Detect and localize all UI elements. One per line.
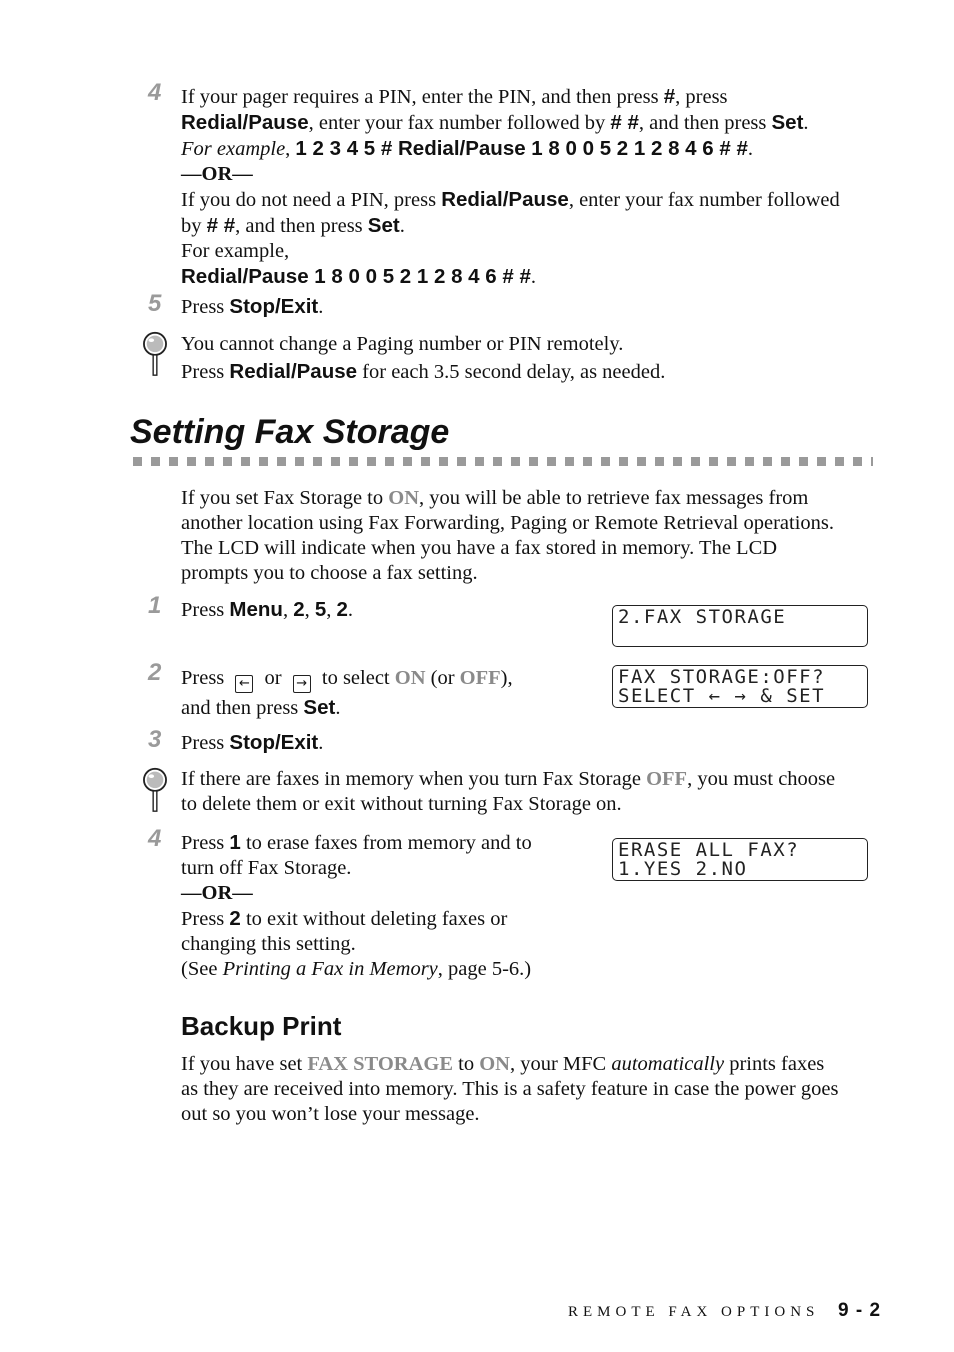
key-label: 1 — [229, 831, 241, 854]
text: , press — [675, 86, 728, 108]
text: For example, — [181, 240, 290, 262]
text: (See — [181, 958, 223, 980]
text: another location using Fax Forwarding, Paging or Remote Retrieval operations. — [181, 512, 835, 534]
text: to — [453, 1053, 480, 1075]
step-4-paging-text — [181, 84, 881, 290]
step-number: 1 — [148, 592, 162, 619]
key-label: Stop/Exit — [229, 731, 319, 754]
left-arrow-key-icon: ← — [235, 675, 253, 693]
or-separator: —OR— — [181, 163, 253, 185]
text: or — [264, 667, 282, 689]
subsection-title: Backup Print — [181, 1011, 342, 1041]
text: out so you won’t lose your message. — [181, 1103, 480, 1125]
text: . — [803, 112, 809, 134]
text: (or — [425, 667, 460, 689]
key-label: 2 — [229, 907, 241, 930]
setting-value: OFF — [646, 768, 688, 790]
text: For example — [181, 138, 286, 160]
text: to erase faxes from memory and to — [240, 832, 532, 854]
text: If you set Fax Storage to — [181, 487, 389, 509]
lcd-display — [612, 605, 868, 647]
footer-chapter-title: REMOTE FAX OPTIONS — [568, 1304, 820, 1320]
step-1-text — [181, 597, 581, 623]
key-label: Set — [367, 214, 400, 237]
key-label: 2 — [293, 598, 305, 621]
key-label: # # — [610, 111, 639, 134]
text: If you have set — [181, 1053, 308, 1075]
lcd-line: 1.YES 2.NO — [618, 858, 748, 880]
text: Press — [181, 832, 230, 854]
text: Press — [181, 599, 230, 621]
text: , and then press — [638, 112, 772, 134]
text: , you will be able to retrieve fax messages from — [419, 487, 809, 509]
lcd-line: 2.FAX STORAGE — [618, 606, 787, 628]
right-arrow-key-icon: → — [293, 675, 311, 693]
note-fax-storage-text — [181, 767, 881, 817]
title-divider — [133, 457, 873, 466]
lcd-display — [612, 665, 868, 708]
step-3-text — [181, 730, 881, 756]
key-label: Redial/Pause — [181, 111, 309, 134]
text: . — [530, 266, 536, 288]
or-separator: —OR— — [181, 882, 253, 904]
text: to select — [321, 667, 395, 689]
text: changing this setting. — [181, 933, 356, 955]
key-sequence: Redial/Pause 1 8 0 0 5 2 1 2 8 4 6 # # — [181, 265, 531, 288]
text: . — [399, 215, 405, 237]
key-label: Redial/Pause — [441, 188, 569, 211]
text: You cannot change a Paging number or PIN remotely. — [181, 333, 624, 355]
text: . — [318, 732, 324, 754]
text: , you must choose — [687, 768, 836, 790]
text: Press — [181, 361, 230, 383]
lcd-line: FAX STORAGE:OFF? — [618, 666, 826, 688]
text: Press — [181, 732, 230, 754]
setting-value: ON — [388, 487, 419, 509]
text: Press — [181, 667, 225, 689]
key-label: Set — [771, 111, 804, 134]
key-label: # — [663, 85, 676, 108]
page-number: 9 - 2 — [838, 1300, 882, 1321]
key-label: 2 — [336, 598, 348, 621]
setting-value: OFF — [459, 667, 501, 689]
text: and then press — [181, 697, 304, 719]
text: to delete them or exit without turning Fax Storage on. — [181, 793, 622, 815]
step-number: 4 — [148, 79, 162, 106]
lcd-display — [612, 838, 868, 881]
text: , enter your fax number followed — [568, 189, 840, 211]
cross-reference: Printing a Fax in Memory — [222, 958, 438, 980]
step-5-text — [181, 294, 881, 320]
text: as they are received into memory. This is a safety feature in case the power goes — [181, 1078, 839, 1100]
key-label: Menu — [229, 598, 283, 621]
text: prompts you to choose a fax setting. — [181, 562, 478, 584]
key-label: Stop/Exit — [229, 295, 319, 318]
text: prints faxes — [724, 1053, 825, 1075]
key-label: Set — [303, 696, 336, 719]
magnifier-note-icon — [140, 331, 170, 377]
text: to exit without deleting faxes or — [240, 908, 508, 930]
magnifier-note-icon — [140, 767, 170, 813]
section-title: Setting Fax Storage — [130, 413, 450, 451]
text: for each 3.5 second delay, as needed. — [357, 361, 666, 383]
text: If your pager requires a PIN, enter the PIN, and then press — [181, 86, 664, 108]
text: . — [335, 697, 341, 719]
step-4-erase-text — [181, 830, 601, 982]
note-paging-text — [181, 331, 881, 386]
step-number: 5 — [148, 290, 162, 317]
key-label: # # — [206, 214, 236, 237]
text: , — [326, 599, 337, 621]
text: If there are faxes in memory when you turn Fax Storage — [181, 768, 647, 790]
setting-value: ON — [479, 1053, 510, 1075]
text: , — [282, 599, 294, 621]
key-label: 5 — [314, 598, 327, 621]
setting-value: ON — [394, 667, 426, 689]
text: The LCD will indicate when you have a fax stored in memory. The LCD — [181, 537, 778, 559]
text: . — [347, 599, 354, 621]
step-number: 2 — [148, 659, 162, 686]
text: ), — [500, 667, 513, 689]
lcd-line: SELECT ← → & SET — [618, 685, 826, 707]
text: , page 5-6.) — [437, 958, 532, 980]
step-number: 4 — [148, 825, 162, 852]
text: , your MFC — [509, 1053, 612, 1075]
step-2-text — [181, 663, 601, 723]
setting-value: FAX STORAGE — [307, 1053, 453, 1075]
backup-print-text — [181, 1052, 881, 1127]
lcd-line: ERASE ALL FAX? — [618, 839, 800, 861]
text: automatically — [611, 1053, 725, 1075]
text: Press — [181, 296, 230, 318]
text: , — [304, 599, 315, 621]
text: , — [285, 138, 296, 160]
text: If you do not need a PIN, press — [181, 189, 442, 211]
key-sequence: 1 2 3 4 5 # Redial/Pause 1 8 0 0 5 2 1 2 8 4 6 # # — [295, 137, 748, 160]
text: turn off Fax Storage. — [181, 857, 352, 879]
section-intro — [181, 486, 881, 586]
text: . — [318, 296, 324, 318]
text: , and then press — [235, 215, 368, 237]
text: . — [747, 138, 753, 160]
text: by — [181, 215, 207, 237]
key-label: Redial/Pause — [229, 360, 358, 383]
text: Press — [181, 908, 230, 930]
text: , enter your fax number followed by — [308, 112, 611, 134]
step-number: 3 — [148, 726, 162, 753]
